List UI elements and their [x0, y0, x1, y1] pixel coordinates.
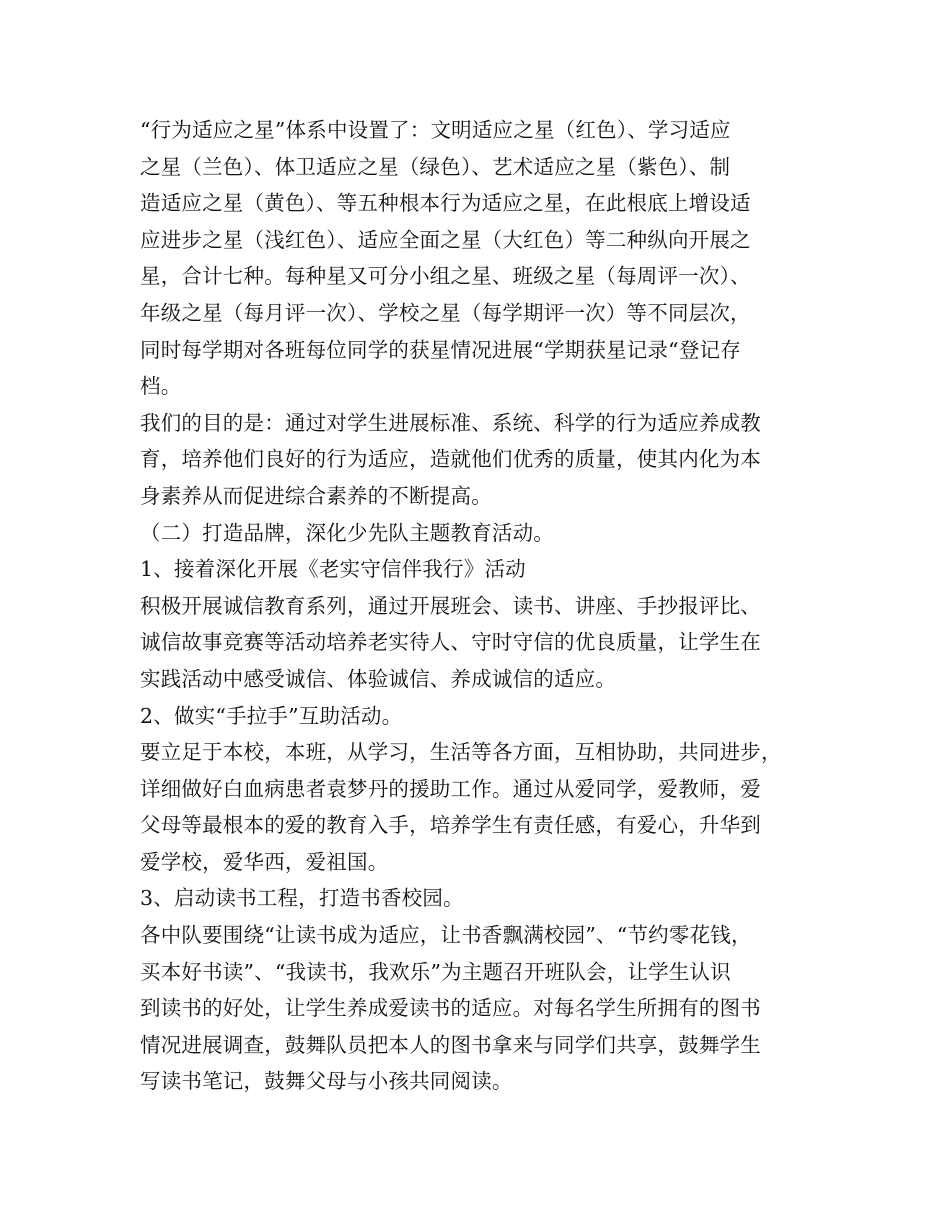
text-line: 身素养从而促进综合素养的不断提高。	[140, 483, 492, 508]
item-heading: 3、启动读书工程，打造书香校园。	[140, 886, 464, 911]
text-line: 年级之星（每月评一次）、学校之星（每学期评一次）等不同层次，	[140, 300, 751, 325]
item-heading: 2、做实“手拉手”互助活动。	[140, 703, 403, 728]
document-body	[140, 112, 840, 1100]
text-line: 父母等最根本的爱的教育入手，培养学生有责任感，有爱心，升华到	[140, 813, 761, 838]
text-line: 到读书的好处，让学生养成爱读书的适应。对每名学生所拥有的图书	[140, 996, 761, 1021]
text-line: 积极开展诚信教育系列，通过开展班会、读书、讲座、手抄报评比、	[140, 593, 761, 618]
text-line: 星，合计七种。每种星又可分小组之星、班级之星（每周评一次）、	[140, 264, 751, 289]
text-line: 造适应之星（黄色）、等五种根本行为适应之星，在此根底上增设适	[140, 191, 751, 216]
text-line: 要立足于本校，本班，从学习，生活等各方面，互相协助，共同进步，	[140, 740, 782, 765]
item-heading: 1、接着深化开展《老实守信伴我行》活动	[140, 557, 526, 582]
text-line: 诚信故事竞赛等活动培养老实待人、守时守信的优良质量，让学生在	[140, 630, 761, 655]
text-line: 详细做好白血病患者袁梦丹的援助工作。通过从爱同学，爱教师，爱	[140, 776, 761, 801]
text-line: 实践活动中感受诚信、体验诚信、养成诚信的适应。	[140, 666, 617, 691]
text-line: “行为适应之星”体系中设置了：文明适应之星（红色）、学习适应	[140, 118, 731, 142]
text-line: 爱学校，爱华西，爱祖国。	[140, 849, 389, 874]
text-line: 各中队要围绕“让读书成为适应，让书香飘满校园”、“节约零花钱，	[140, 923, 752, 948]
text-line: 我们的目的是：通过对学生进展标准、系统、科学的行为适应养成教	[140, 410, 761, 435]
text-line: 写读书笔记，鼓舞父母与小孩共同阅读。	[140, 1069, 513, 1094]
text-line: 育，培养他们良好的行为适应，造就他们优秀的质量，使其内化为本	[140, 447, 761, 472]
text-line: 同时每学期对各班每位同学的获星情况进展“学期获星记录“登记存	[140, 337, 741, 362]
text-line: 应进步之星（浅红色）、适应全面之星（大红色）等二种纵向开展之	[140, 227, 751, 252]
text-line: 之星（兰色）、体卫适应之星（绿色）、艺术适应之星（紫色）、制	[140, 154, 731, 179]
text-line: 档。	[140, 374, 182, 399]
section-heading: （二）打造品牌，深化少先队主题教育活动。	[140, 520, 554, 545]
text-line: 买本好书读”、“我读书，我欢乐”为主题召开班队会，让学生认识	[140, 959, 731, 984]
text-line: 情况进展调查，鼓舞队员把本人的图书拿来与同学们共享，鼓舞学生	[140, 1032, 761, 1057]
